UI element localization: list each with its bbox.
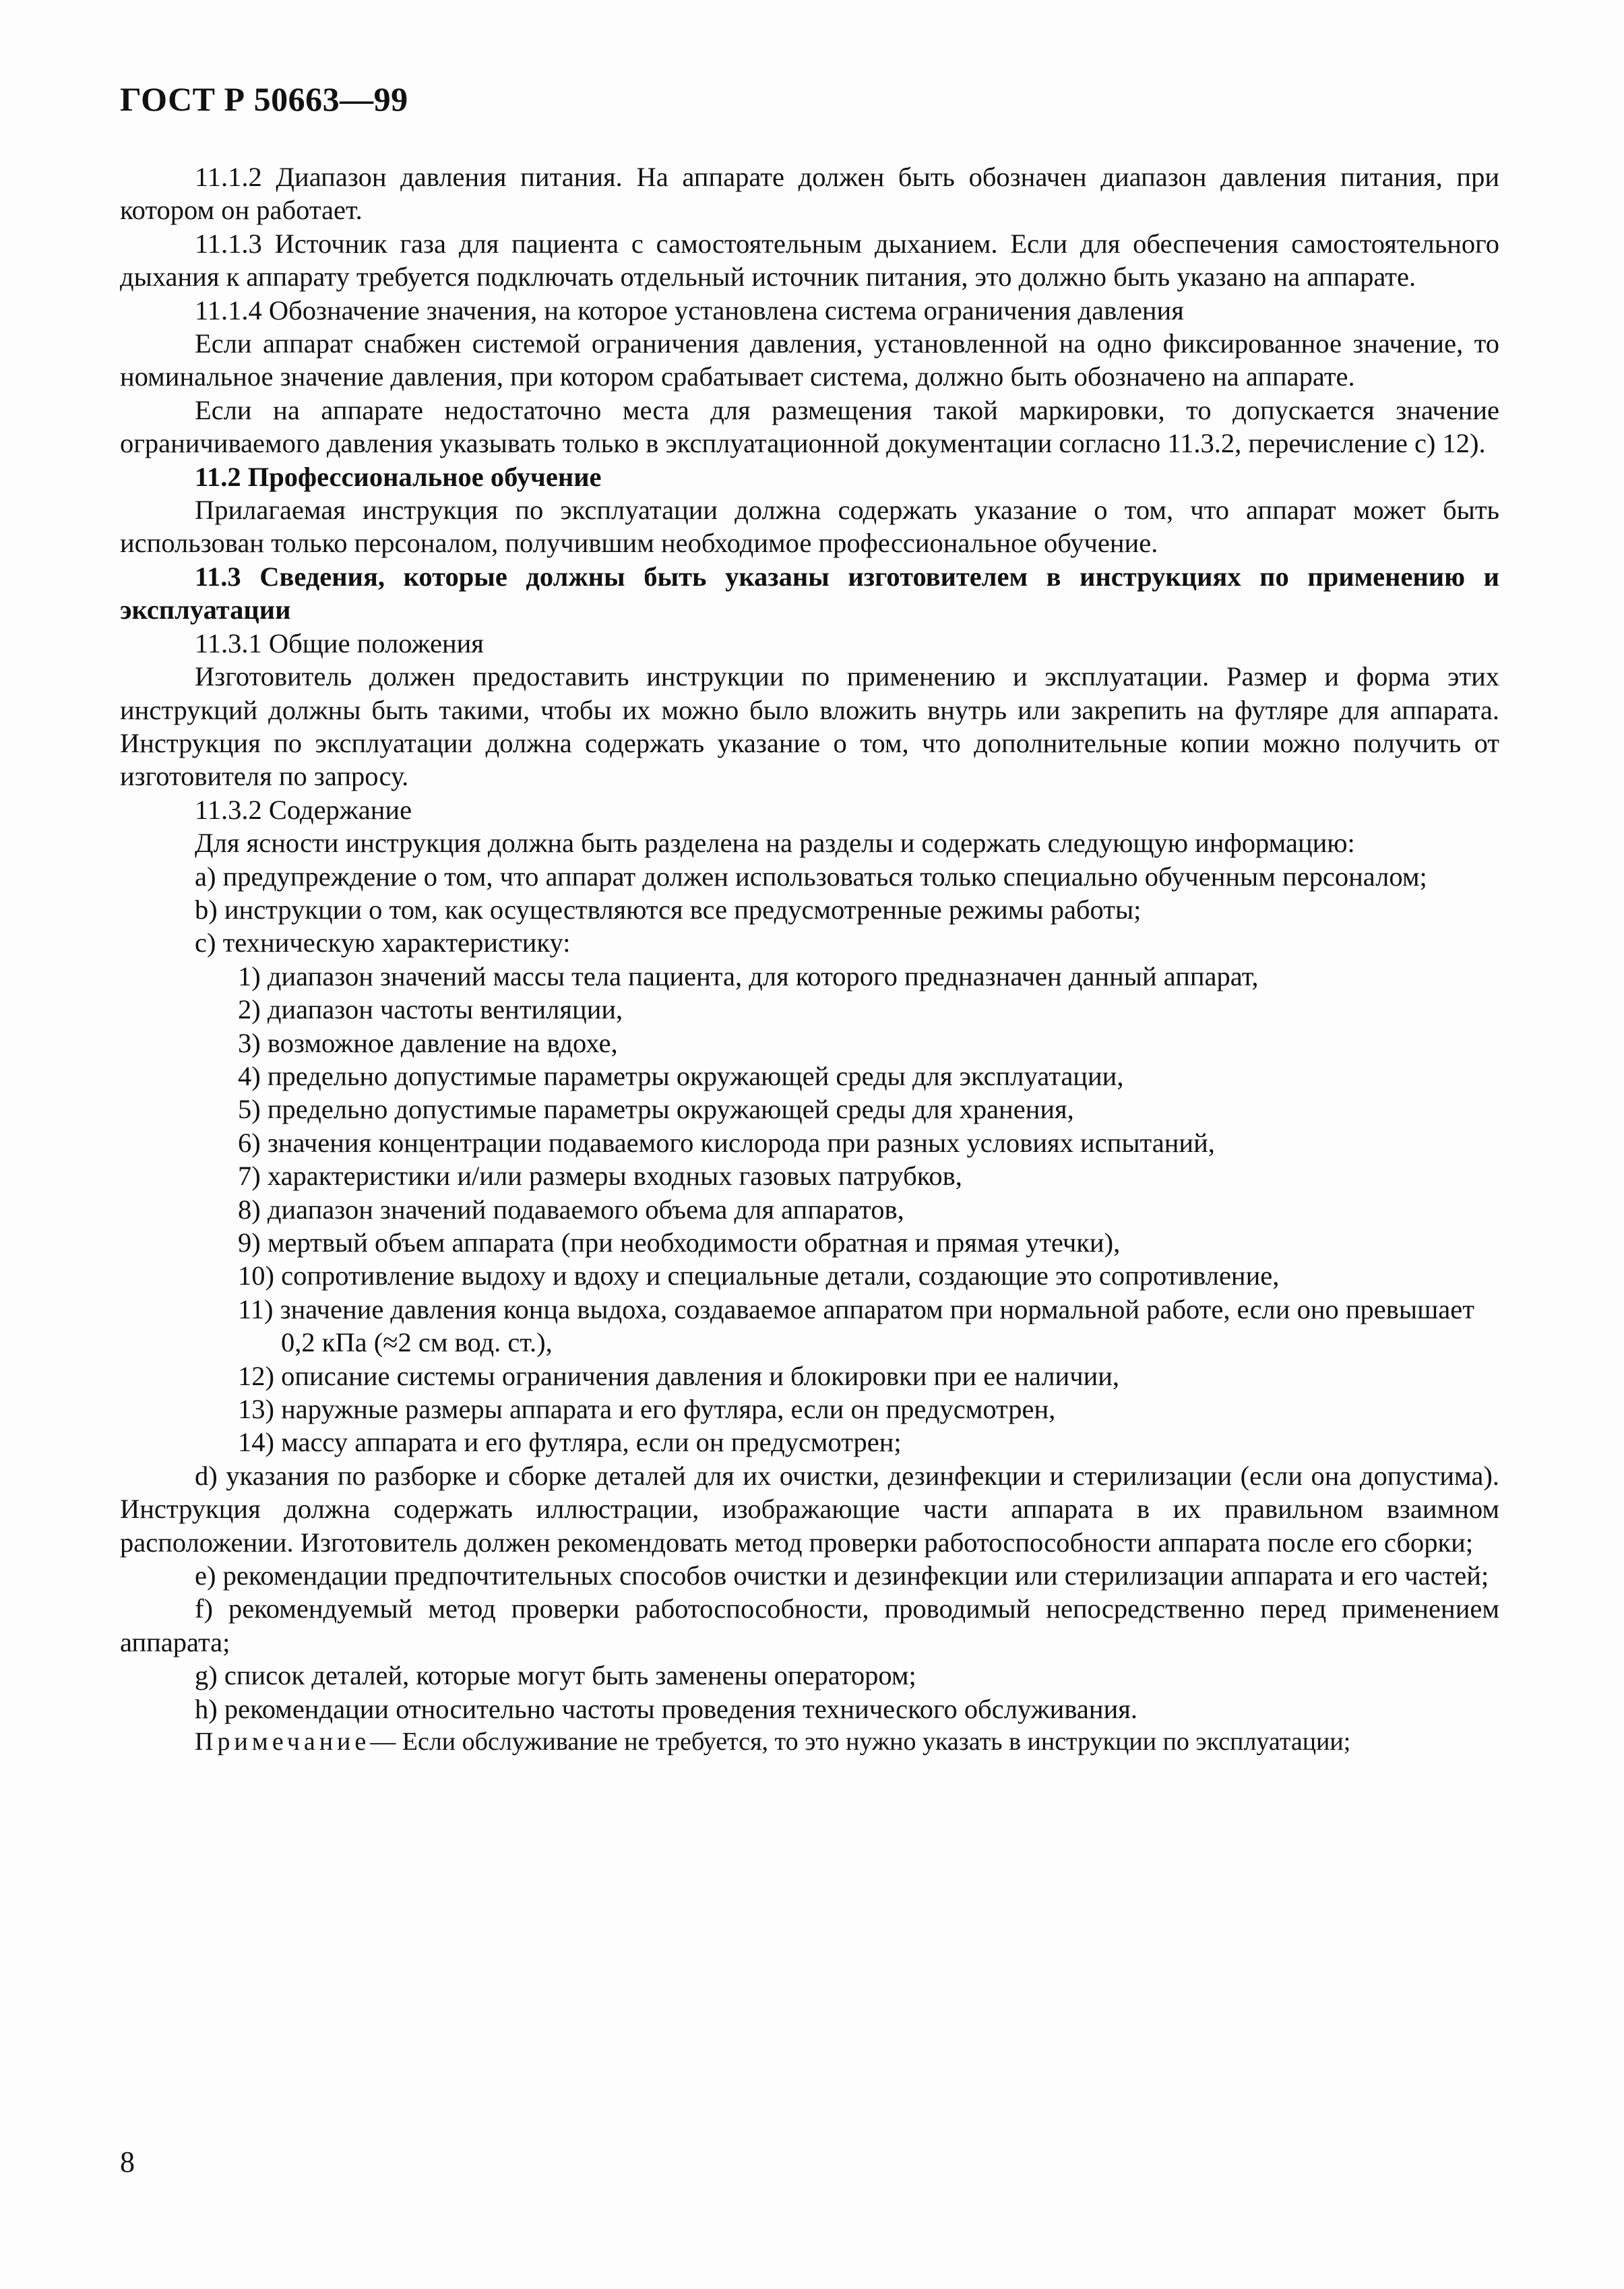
list-item-f: f) рекомендуемый метод проверки работоспособности, проводимый непосредственно перед применением аппарата;: [120, 1593, 1499, 1657]
document-body: [120, 160, 1499, 1759]
paragraph-general: Изготовитель должен предоставить инструкции по применению и эксплуатации. Размер и форма этих инструкций должны быть такими, чтобы их можно было вложить внутрь или закрепить на футляре для аппарата. Инструкция по эксплуатации должна содержать указание о том, что дополнительные копии можно получить от изготовителя по запросу.: [120, 661, 1499, 792]
note-text: — Если обслуживание не требуется, то это нужно указать в инструкции по эксплуатации;: [370, 1728, 1351, 1757]
paragraph-fixed-value: Если аппарат снабжен системой ограничения давления, установленной на одно фиксированное значение, то номинальное значение давления, при котором срабатывает система, должно быть обозначено на аппарате.: [120, 328, 1499, 392]
sublist-item-7: 7) характеристики и/или размеры входных газовых патрубков,: [238, 1161, 962, 1192]
sublist-item-4: 4) предельно допустимые параметры окружающей среды для эксплуатации,: [238, 1060, 1124, 1091]
subsection-heading-11-3-2: 11.3.2 Содержание: [195, 794, 412, 825]
section-heading-11-3: 11.3 Сведения, которые должны быть указаны изготовителем в инструкциях по применению и эксплуатации: [120, 561, 1499, 625]
paragraph-contents-intro: Для ясности инструкция должна быть разделена на разделы и содержать следующую информацию:: [195, 828, 1355, 859]
section-heading-11-2: 11.2 Профессиональное обучение: [195, 461, 602, 492]
paragraph-marking-space: Если на аппарате недостаточно места для размещения такой маркировки, то допускается значение ограничиваемого давления указывать только в эксплуатационной документации согласно 11.3.2, перечисление с) 12).: [120, 394, 1499, 459]
sublist-item-14: 14) массу аппарата и его футляра, если он предусмотрен;: [238, 1427, 902, 1458]
sublist-item-6: 6) значения концентрации подаваемого кислорода при разных условиях испытаний,: [238, 1127, 1215, 1158]
list-item-g: g) список деталей, которые могут быть заменены оператором;: [195, 1660, 916, 1691]
sublist-item-5: 5) предельно допустимые параметры окружающей среды для хранения,: [238, 1094, 1074, 1125]
list-item-d: d) указания по разборке и сборке деталей для их очистки, дезинфекции и стерилизации (если она допустима). Инструкция должна содержать иллюстрации, изображающие части аппарата в их правильном взаимном расположении. Изготовитель должен рекомендовать метод проверки работоспособности аппарата после его сборки;: [120, 1460, 1499, 1558]
subsection-heading-11-3-1: 11.3.1 Общие положения: [195, 628, 484, 659]
sublist-item-2: 2) диапазон частоты вентиляции,: [238, 994, 623, 1025]
paragraph-11-1-3: 11.1.3 Источник газа для пациента с самостоятельным дыханием. Если для обеспечения самостоятельного дыхания к аппарату требуется подключать отдельный источник питания, это должно быть указано на аппарате.: [120, 228, 1499, 293]
paragraph-11-1-2: 11.1.2 Диапазон давления питания. На аппарате должен быть обозначен диапазон давления питания, при котором он работает.: [120, 162, 1499, 226]
paragraph-training: Прилагаемая инструкция по эксплуатации должна содержать указание о том, что аппарат может быть использован только персоналом, получившим необходимое профессиональное обучение.: [120, 495, 1499, 559]
sublist-item-10: 10) сопротивление выдоху и вдоху и специальные детали, создающие это сопротивление,: [238, 1260, 1280, 1291]
sublist-item-12: 12) описание системы ограничения давления и блокировки при ее наличии,: [238, 1360, 1120, 1391]
list-item-h: h) рекомендации относительно частоты проведения технического обслуживания.: [195, 1693, 1138, 1724]
sublist-item-8: 8) диапазон значений подаваемого объема для аппаратов,: [238, 1194, 904, 1225]
sublist-item-9: 9) мертвый объем аппарата (при необходимости обратная и прямая утечки),: [238, 1227, 1121, 1258]
list-item-a: a) предупреждение о том, что аппарат должен использоваться только специально обученным персоналом;: [195, 861, 1427, 892]
list-item-c: c) техническую характеристику:: [195, 927, 571, 958]
page-number: 8: [120, 2145, 135, 2178]
document-header: ГОСТ Р 50663—99: [120, 80, 408, 118]
paragraph-11-1-4: 11.1.4 Обозначение значения, на которое установлена система ограничения давления: [195, 295, 1184, 326]
sublist-item-11: 11) значение давления конца выдоха, создаваемое аппаратом при нормальной работе, если оно превышает 0,2 кПа (≈2 см вод. ст.),: [238, 1293, 1474, 1358]
sublist-item-3: 3) возможное давление на вдохе,: [238, 1027, 618, 1058]
list-item-b: b) инструкции о том, как осуществляются все предусмотренные режимы работы;: [195, 894, 1142, 925]
list-item-e: e) рекомендации предпочтительных способов очистки и дезинфекции или стерилизации аппарата и его частей;: [195, 1560, 1489, 1591]
sublist-item-1: 1) диапазон значений массы тела пациента, для которого предназначен данный аппарат,: [238, 960, 1259, 991]
note: [120, 1726, 1499, 1759]
sublist-item-13: 13) наружные размеры аппарата и его футляра, если он предусмотрен,: [238, 1394, 1056, 1425]
note-label: Примечание: [195, 1728, 371, 1757]
